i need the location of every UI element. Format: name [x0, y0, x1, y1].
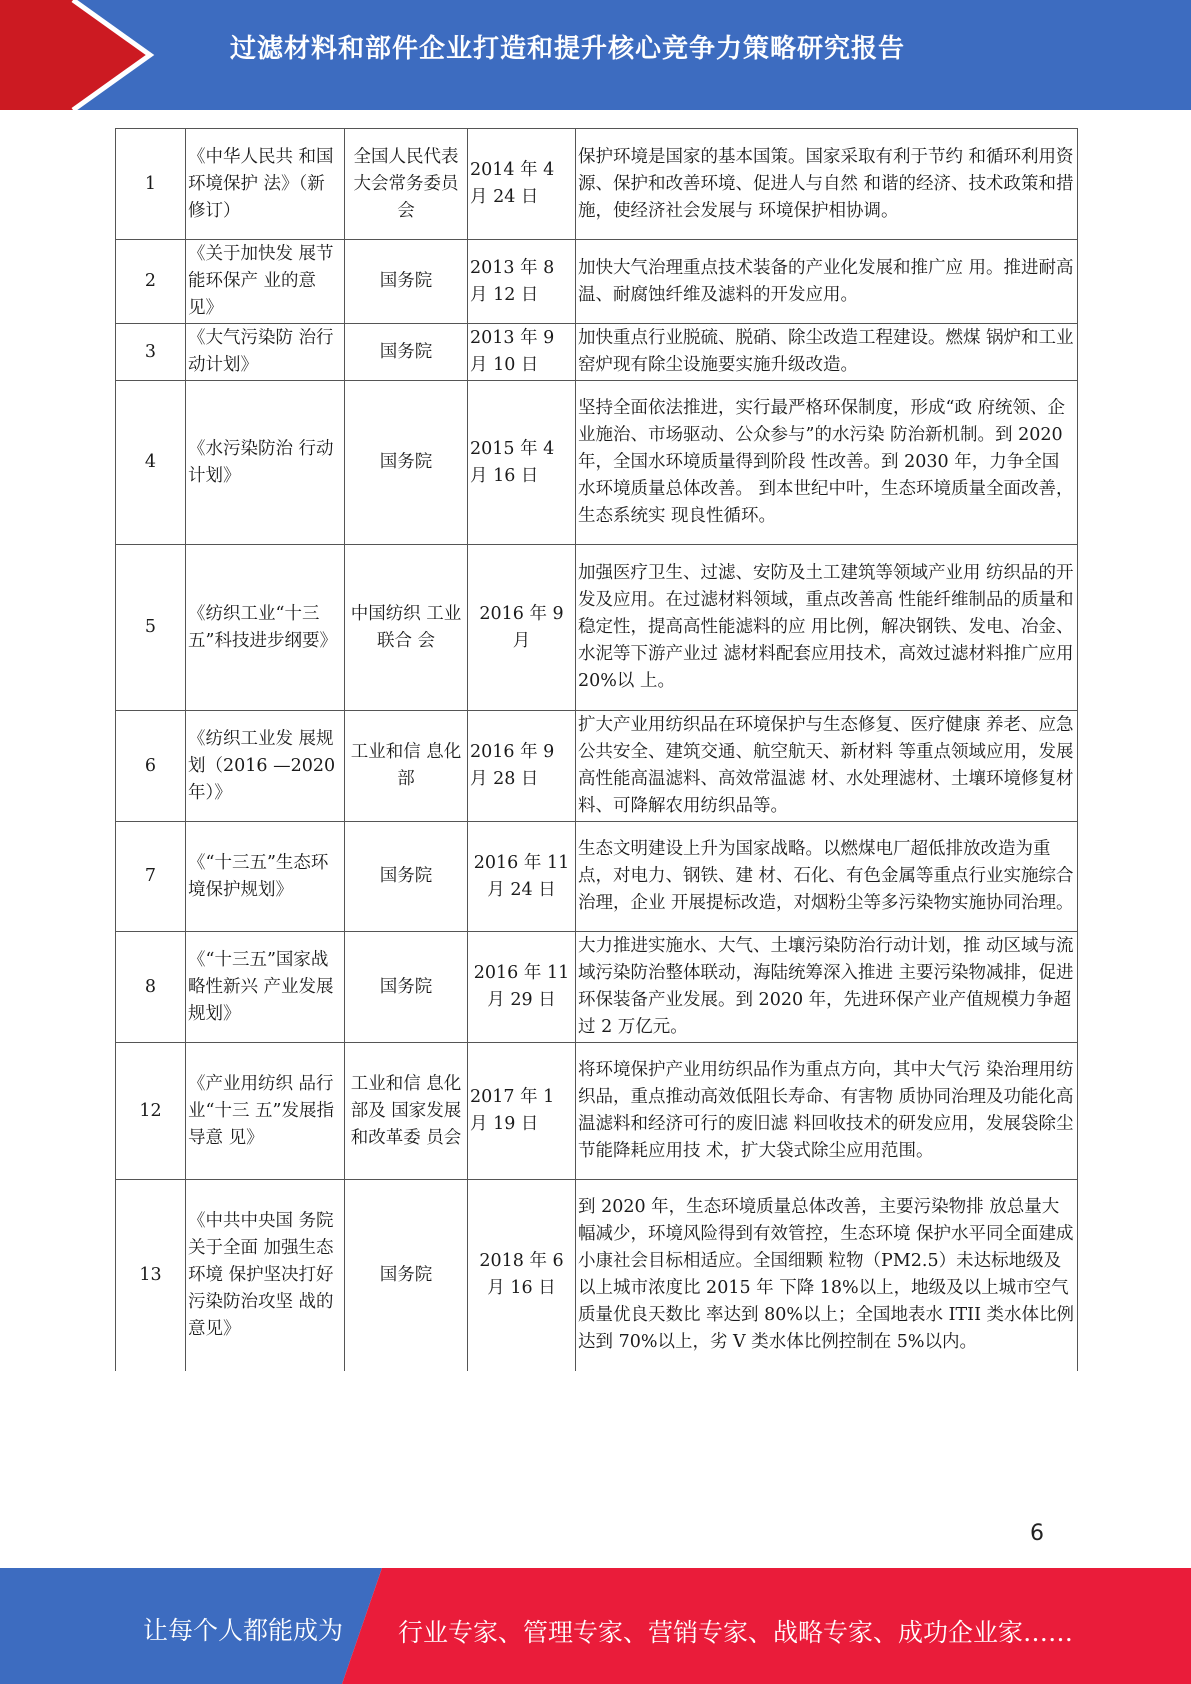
- row-number: 6: [116, 711, 186, 822]
- table-row: [116, 324, 1078, 381]
- issuing-org: 工业和信 息化部及 国家发展 和改革委 员会: [345, 1043, 468, 1180]
- issue-date: 2015 年 4 月 16 日: [468, 381, 576, 545]
- table-row: [116, 381, 1078, 545]
- table-row: [116, 711, 1078, 822]
- row-number: 13: [116, 1180, 186, 1371]
- issuing-org: 全国人民代表大会常务委员会: [345, 129, 468, 240]
- header-title: 过滤材料和部件企业打造和提升核心竞争力策略研究报告: [230, 34, 906, 64]
- row-number: 3: [116, 324, 186, 381]
- policy-title: 《纺织工业“十三五”科技进步纲要》: [186, 545, 345, 711]
- policy-title: 《大气污染防 治行动计划》: [186, 324, 345, 381]
- row-number: 7: [116, 822, 186, 932]
- row-number: 4: [116, 381, 186, 545]
- policy-content: 生态文明建设上升为国家战略。以燃煤电厂超低排放改造为重点，对电力、钢铁、建 材、石化、有色金属等重点行业实施综合治理，企业 开展提标改造，对烟粉尘等多污染物实施协同治理。: [576, 822, 1078, 932]
- issuing-org: 国务院: [345, 324, 468, 381]
- issuing-org: 国务院: [345, 932, 468, 1043]
- policy-title: 《中共中央国 务院关于全面 加强生态环境 保护坚决打好 污染防治攻坚 战的意见》: [186, 1180, 345, 1371]
- policy-content: 坚持全面依法推进，实行最严格环保制度，形成“政 府统领、企业施治、市场驱动、公众参与”的水污染 防治新机制。到 2020 年，全国水环境质量得到阶段 性改善。到 2030 年，力争全国水环境质量总体改善。 到本世纪中叶，生态环境质量全面改善，生态系统实 现良性循环。: [576, 381, 1078, 545]
- policy-content: 加快重点行业脱硫、脱硝、除尘改造工程建设。燃煤 锅炉和工业窑炉现有除尘设施要实施升级改造。: [576, 324, 1078, 381]
- policy-content: 大力推进实施水、大气、土壤污染防治行动计划，推 动区域与流域污染防治整体联动，海陆统筹深入推进 主要污染物减排，促进环保装备产业发展。到 2020 年，先进环保产业产值规模力争超过 2 万亿元。: [576, 932, 1078, 1043]
- issue-date: 2018 年 6 月 16 日: [468, 1180, 576, 1371]
- table-row: [116, 240, 1078, 324]
- row-number: 8: [116, 932, 186, 1043]
- issuing-org: 国务院: [345, 1180, 468, 1371]
- row-number: 1: [116, 129, 186, 240]
- policy-title: 《关于加快发 展节能环保产 业的意见》: [186, 240, 345, 324]
- issue-date: 2013 年 9 月 10 日: [468, 324, 576, 381]
- table-row: [116, 932, 1078, 1043]
- policy-content: 保护环境是国家的基本国策。国家采取有利于节约 和循环利用资源、保护和改善环境、促进人与自然 和谐的经济、技术政策和措施，使经济社会发展与 环境保护相协调。: [576, 129, 1078, 240]
- table-row: [116, 129, 1078, 240]
- policy-content: 加强医疗卫生、过滤、安防及土工建筑等领域产业用 纺织品的开发及应用。在过滤材料领域，重点改善高 性能纤维制品的质量和稳定性，提高高性能滤料的应 用比例，解决钢铁、发电、冶金、水泥等下游产业过 滤材料配套应用技术，高效过滤材料推广应用 20%以 上。: [576, 545, 1078, 711]
- page-footer: [0, 1568, 1191, 1684]
- policy-title: 《“十三五”国家战略性新兴 产业发展规划》: [186, 932, 345, 1043]
- page-header: [0, 0, 1191, 110]
- issue-date: 2016 年 9 月 28 日: [468, 711, 576, 822]
- policy-title: 《水污染防治 行动计划》: [186, 381, 345, 545]
- policy-title: 《纺织工业发 展规划（2016 —2020 年）》: [186, 711, 345, 822]
- issuing-org: 中国纺织 工业联合 会: [345, 545, 468, 711]
- footer-slogan-right: 行业专家、管理专家、营销专家、战略专家、成功企业家……: [398, 1618, 1074, 1647]
- issue-date: 2016 年 11 月 29 日: [468, 932, 576, 1043]
- row-number: 2: [116, 240, 186, 324]
- table-row: [116, 545, 1078, 711]
- policy-content: 加快大气治理重点技术装备的产业化发展和推广应 用。推进耐高温、耐腐蚀纤维及滤料的开发应用。: [576, 240, 1078, 324]
- policy-title: 《中华人民共 和国环境保护 法》（新修订）: [186, 129, 345, 240]
- policy-title: 《产业用纺织 品行业“十三 五”发展指导意 见》: [186, 1043, 345, 1180]
- policy-title: 《“十三五”生态环境保护规划》: [186, 822, 345, 932]
- row-number: 12: [116, 1043, 186, 1180]
- issuing-org: 国务院: [345, 822, 468, 932]
- issue-date: 2013 年 8 月 12 日: [468, 240, 576, 324]
- policy-content: 扩大产业用纺织品在环境保护与生态修复、医疗健康 养老、应急公共安全、建筑交通、航空航天、新材料 等重点领域应用，发展高性能高温滤料、高效常温滤 材、水处理滤材、土壤环境修复材料、可降解农用纺织品等。: [576, 711, 1078, 822]
- issue-date: 2014 年 4 月 24 日: [468, 129, 576, 240]
- issuing-org: 工业和信 息化部: [345, 711, 468, 822]
- issue-date: 2016 年 11 月 24 日: [468, 822, 576, 932]
- footer-slogan-left: 让每个人都能成为: [143, 1616, 344, 1645]
- issue-date: 2017 年 1 月 19 日: [468, 1043, 576, 1180]
- table-row: [116, 822, 1078, 932]
- table-row: [116, 1043, 1078, 1180]
- page-number: 6: [1030, 1521, 1044, 1546]
- issue-date: 2016 年 9 月: [468, 545, 576, 711]
- policy-content: 将环境保护产业用纺织品作为重点方向，其中大气污 染治理用纺织品，重点推动高效低阻长寿命、有害物 质协同治理及功能化高温滤料和经济可行的废旧滤 料回收技术的研发应用，发展袋除尘节能降耗应用技 术，扩大袋式除尘应用范围。: [576, 1043, 1078, 1180]
- issuing-org: 国务院: [345, 381, 468, 545]
- issuing-org: 国务院: [345, 240, 468, 324]
- policy-content: 到 2020 年，生态环境质量总体改善，主要污染物排 放总量大幅减少，环境风险得到有效管控，生态环境 保护水平同全面建成小康社会目标相适应。全国细颗 粒物（PM2.5）未达标地级及以上城市浓度比 2015 年 下降 18%以上，地级及以上城市空气质量优良天数比 率达到 80%以上；全国地表水 ITII 类水体比例达到 70%以上，劣 V 类水体比例控制在 5%以内。: [576, 1180, 1078, 1371]
- policy-table: [115, 128, 1078, 1371]
- row-number: 5: [116, 545, 186, 711]
- table-row: [116, 1180, 1078, 1371]
